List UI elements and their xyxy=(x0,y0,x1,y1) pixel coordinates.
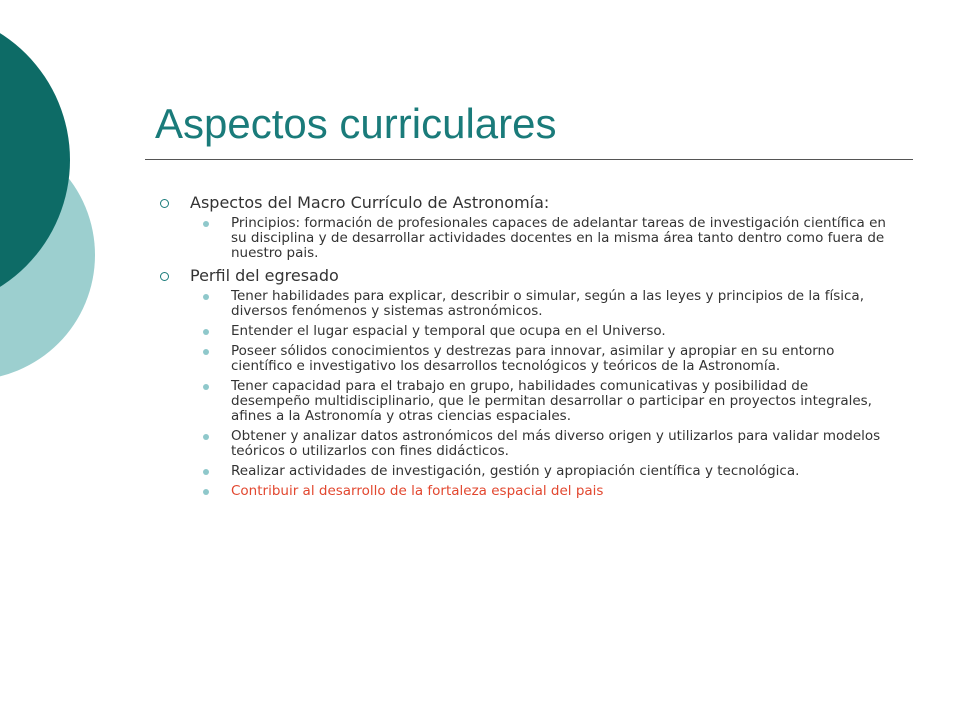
title-divider xyxy=(145,159,913,160)
section-heading-text: Aspectos del Macro Currículo de Astronomía: xyxy=(190,193,550,212)
list-item-text: Principios: formación de profesionales capaces de adelantar tareas de investigación científica en su disciplina y de desarrollar actividades docentes en la misma área tanto dentro como fuera de nuestro pais. xyxy=(231,215,886,261)
dot-bullet-icon xyxy=(203,434,209,440)
dot-bullet-icon xyxy=(203,329,209,335)
dot-bullet-icon xyxy=(203,469,209,475)
dot-bullet-icon xyxy=(203,489,209,495)
list-item-text: Realizar actividades de investigación, gestión y apropiación científica y tecnológica. xyxy=(231,463,800,479)
list-item xyxy=(160,464,890,479)
list-item xyxy=(160,289,890,319)
list-item xyxy=(160,344,890,374)
slide-body xyxy=(160,193,890,504)
dot-bullet-icon xyxy=(203,294,209,300)
list-item xyxy=(160,379,890,424)
ring-bullet-icon xyxy=(160,199,169,208)
list-item xyxy=(160,429,890,459)
section-item-list xyxy=(160,216,890,261)
section-heading-text: Perfil del egresado xyxy=(190,266,339,285)
list-item-highlighted xyxy=(160,484,890,499)
dot-bullet-icon xyxy=(203,384,209,390)
dot-bullet-icon xyxy=(203,221,209,227)
list-item-text: Tener capacidad para el trabajo en grupo, habilidades comunicativas y posibilidad de desempeño multidisciplinario, que le permitan desarrollar o participar en proyectos integrales, afines a la Astronomía y otras ciencias espaciales. xyxy=(231,378,872,424)
slide-title: Aspectos curriculares xyxy=(155,100,557,147)
section-heading-macro-curriculo xyxy=(160,193,890,213)
section-item-list xyxy=(160,289,890,499)
list-item-text: Contribuir al desarrollo de la fortaleza espacial del pais xyxy=(231,483,604,499)
dot-bullet-icon xyxy=(203,349,209,355)
list-item-text: Entender el lugar espacial y temporal que ocupa en el Universo. xyxy=(231,323,666,339)
list-item-text: Poseer sólidos conocimientos y destrezas para innovar, asimilar y apropiar en su entorno científico e investigativo los desarrollos tecnológicos y teóricos de la Astronomía. xyxy=(231,343,835,374)
section-heading-perfil-egresado xyxy=(160,266,890,286)
list-item-text: Tener habilidades para explicar, describir o simular, según a las leyes y principios de la física, diversos fenómenos y sistemas astronómicos. xyxy=(231,288,864,319)
list-item xyxy=(160,324,890,339)
list-item-text: Obtener y analizar datos astronómicos del más diverso origen y utilizarlos para validar modelos teóricos o utilizarlos con fines didácticos. xyxy=(231,428,881,459)
ring-bullet-icon xyxy=(160,272,169,281)
list-item xyxy=(160,216,890,261)
